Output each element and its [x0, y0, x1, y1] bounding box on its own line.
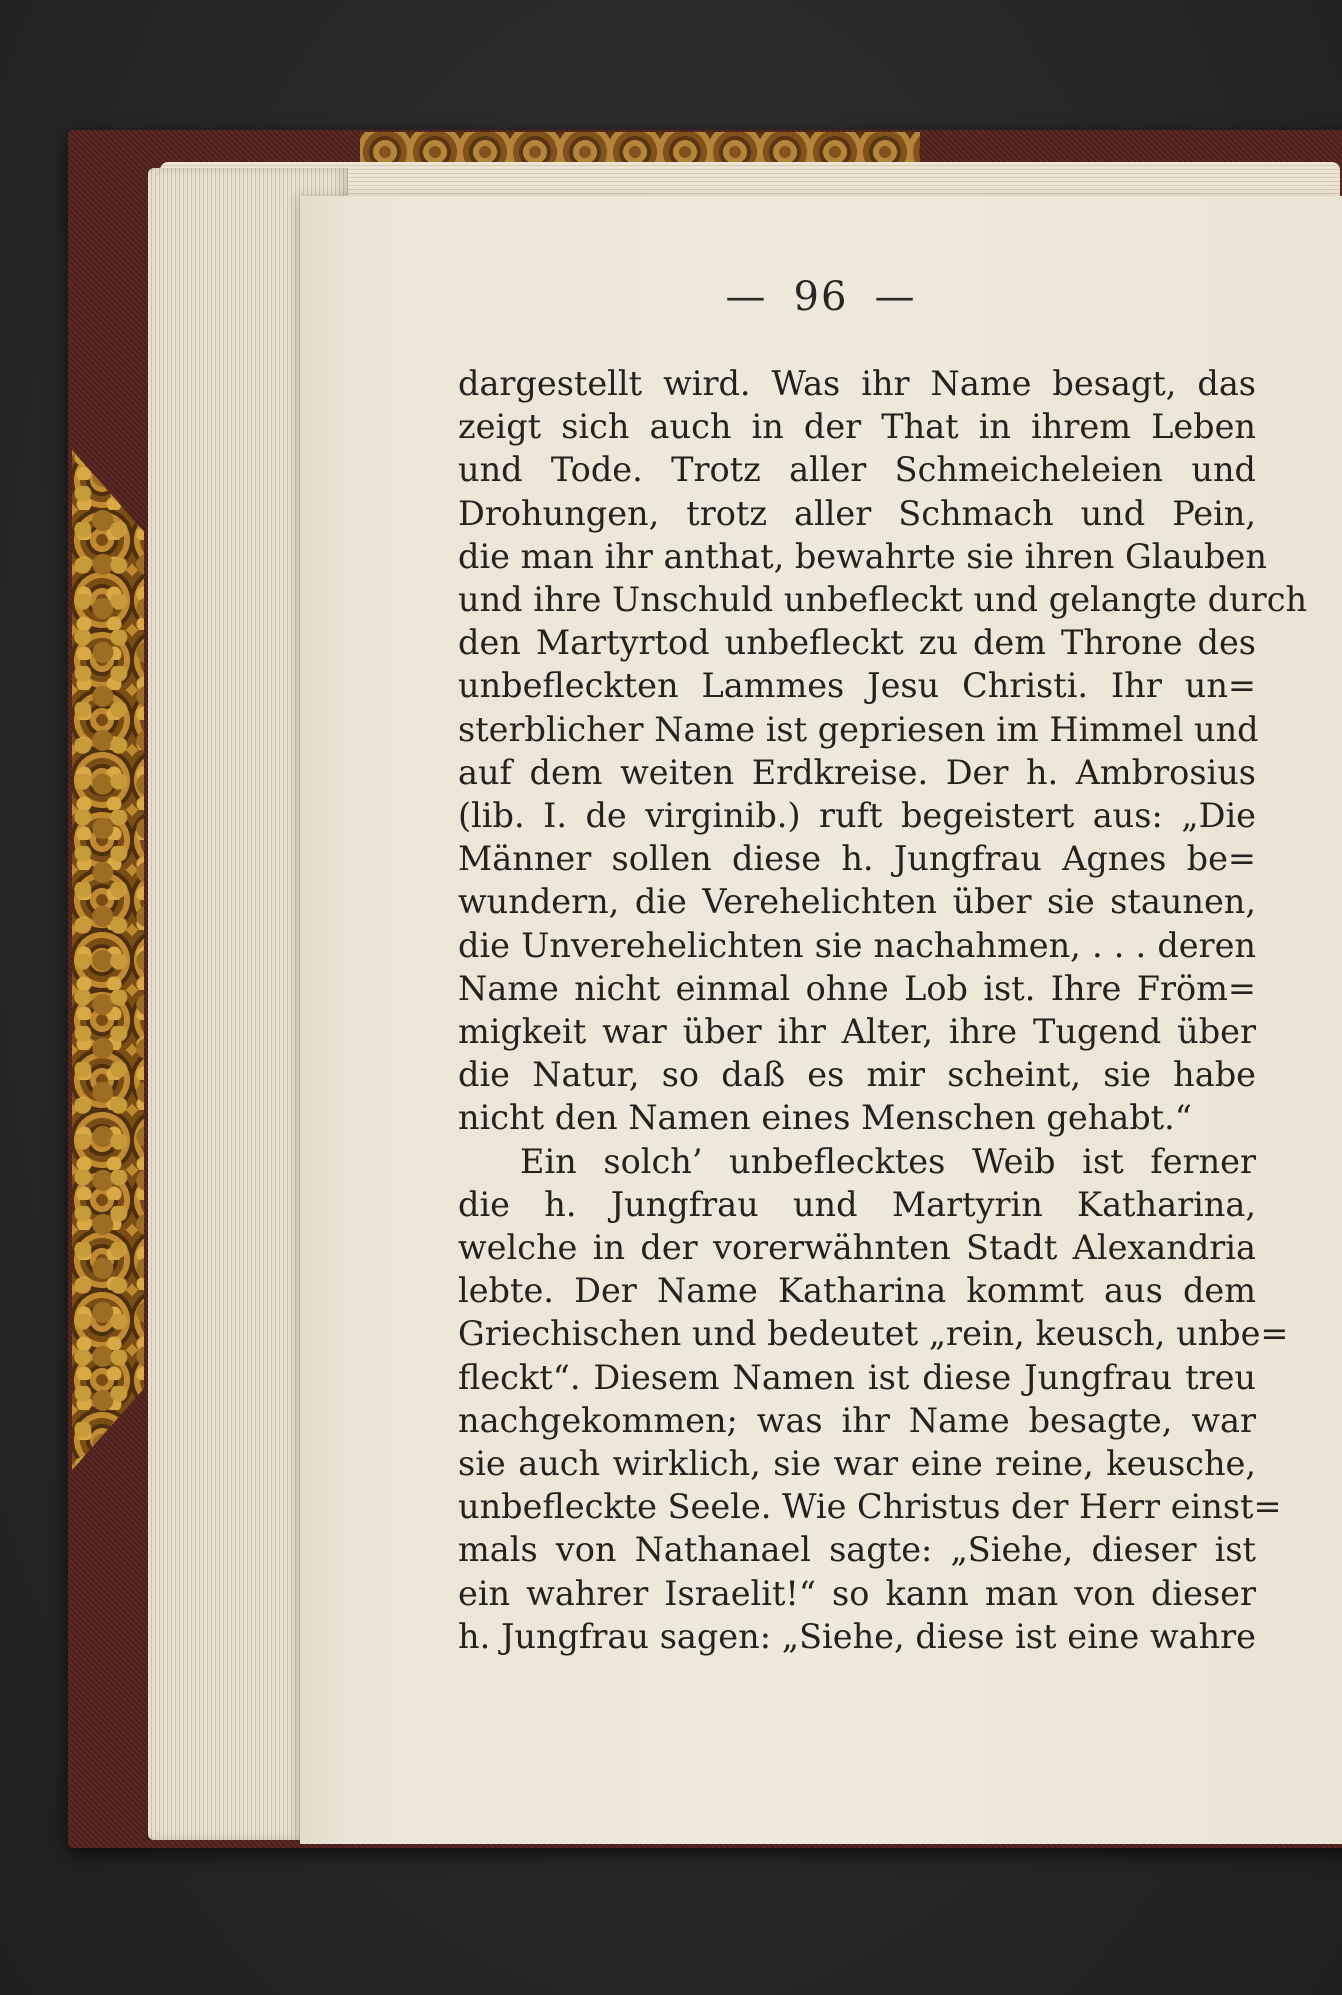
- text-line: unbefleckten Lammes Jesu Christi. Ihr un=: [458, 666, 1256, 706]
- text-line: und ihre Unschuld unbefleckt und gelangte durch: [458, 580, 1308, 620]
- text-line: auf dem weiten Erdkreise. Der h. Ambrosius: [458, 752, 1256, 792]
- text-line: (lib. I. de virginib.) ruft begeistert aus: „Die: [458, 796, 1256, 836]
- text-line: die Unverehelichten sie nachahmen, . . . deren: [458, 925, 1256, 965]
- header-dash-left: —: [725, 274, 768, 320]
- text-line: unbefleckte Seele. Wie Christus der Herr einst=: [458, 1487, 1282, 1527]
- text-line: mals von Nathanael sagte: „Siehe, dieser ist: [458, 1530, 1256, 1570]
- text-line: migkeit war über ihr Alter, ihre Tugend über: [458, 1012, 1256, 1052]
- text-line: Griechischen und bedeutet „rein, keusch, unbe=: [458, 1314, 1289, 1354]
- text-line: nicht den Namen eines Menschen gehabt.“: [458, 1098, 1192, 1138]
- text-line: und Tode. Trotz aller Schmeicheleien und: [458, 450, 1256, 490]
- body-text: [458, 362, 1308, 1658]
- text-line: fleckt“. Diesem Namen ist diese Jungfrau treu: [458, 1357, 1256, 1397]
- book-page: [300, 196, 1342, 1844]
- text-line: die Natur, so daß es mir scheint, sie habe: [458, 1055, 1256, 1095]
- marbled-endpaper: [72, 450, 144, 1470]
- text-line: dargestellt wird. Was ihr Name besagt, das: [458, 364, 1256, 403]
- text-line: wundern, die Verehelichten über sie staunen,: [458, 882, 1256, 922]
- text-line: sie auch wirklich, sie war eine reine, keusche,: [458, 1444, 1256, 1484]
- text-line: Name nicht einmal ohne Lob ist. Ihre Fröm=: [458, 968, 1256, 1008]
- page-number: 96: [793, 274, 849, 320]
- page-number-header: [300, 274, 1342, 320]
- text-line: Ein solch’ unbeflecktes Weib ist ferner: [520, 1141, 1256, 1181]
- text-line: nachgekommen; was ihr Name besagte, war: [458, 1400, 1256, 1440]
- header-dash-right: —: [874, 274, 917, 320]
- text-line: welche in der vorerwähnten Stadt Alexandria: [458, 1228, 1256, 1268]
- text-line: Drohungen, trotz aller Schmach und Pein,: [458, 493, 1256, 533]
- text-line: lebte. Der Name Katharina kommt aus dem: [458, 1271, 1256, 1311]
- text-line: die h. Jungfrau und Martyrin Katharina,: [458, 1184, 1256, 1224]
- text-line: Männer sollen diese h. Jungfrau Agnes be=: [458, 839, 1256, 879]
- text-line: h. Jungfrau sagen: „Siehe, diese ist eine wahre: [458, 1616, 1256, 1656]
- text-line: die man ihr anthat, bewahrte sie ihren Glauben: [458, 536, 1267, 576]
- text-line: ein wahrer Israelit!“ so kann man von dieser: [458, 1573, 1256, 1613]
- text-line: zeigt sich auch in der That in ihrem Leben: [458, 407, 1256, 447]
- text-line: sterblicher Name ist gepriesen im Himmel und: [458, 709, 1259, 749]
- text-line: den Martyrtod unbefleckt zu dem Throne des: [458, 623, 1256, 663]
